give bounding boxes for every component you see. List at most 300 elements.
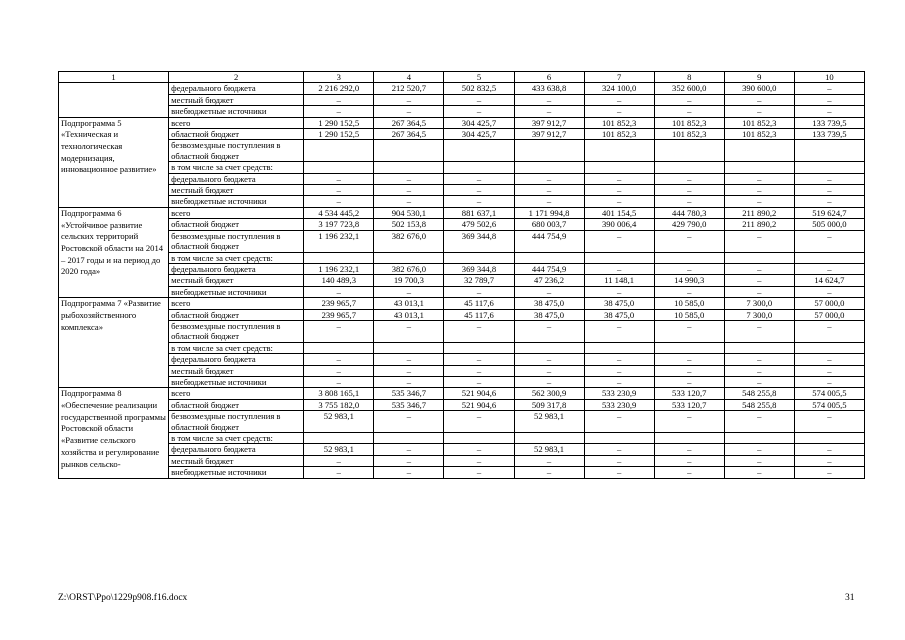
amount-cell: 43 013,1 — [374, 298, 444, 309]
amount-cell: – — [724, 467, 794, 478]
funding-source-label: областной бюджет — [169, 309, 304, 320]
amount-cell: – — [724, 106, 794, 117]
amount-cell: – — [514, 354, 584, 365]
amount-cell: – — [514, 320, 584, 342]
amount-cell: – — [444, 173, 514, 184]
amount-cell: 390 006,4 — [584, 219, 654, 230]
amount-cell: 382 676,0 — [374, 230, 444, 252]
amount-cell: 239 965,7 — [304, 309, 374, 320]
table-row — [59, 219, 865, 230]
amount-cell — [304, 140, 374, 162]
amount-cell: – — [584, 286, 654, 297]
amount-cell: 574 005,5 — [794, 399, 864, 410]
amount-cell: – — [444, 196, 514, 207]
table-row — [59, 342, 865, 353]
amount-cell: – — [374, 286, 444, 297]
amount-cell: – — [584, 467, 654, 478]
amount-cell: 14 990,3 — [654, 275, 724, 286]
amount-cell: 38 475,0 — [514, 309, 584, 320]
amount-cell: 267 364,5 — [374, 117, 444, 128]
amount-cell: – — [654, 106, 724, 117]
funding-source-label: федерального бюджета — [169, 263, 304, 274]
amount-cell — [514, 140, 584, 162]
amount-cell — [584, 433, 654, 444]
amount-cell: 43 013,1 — [374, 309, 444, 320]
amount-cell: – — [724, 354, 794, 365]
table-row — [59, 455, 865, 466]
table-row — [59, 162, 865, 173]
funding-source-label: местный бюджет — [169, 275, 304, 286]
amount-cell: 444 754,9 — [514, 263, 584, 274]
table-row — [59, 129, 865, 140]
column-number: 8 — [654, 72, 724, 83]
amount-cell — [724, 433, 794, 444]
table-row — [59, 117, 865, 128]
amount-cell: – — [304, 320, 374, 342]
amount-cell: – — [304, 185, 374, 196]
funding-source-label: местный бюджет — [169, 455, 304, 466]
table-row — [59, 106, 865, 117]
amount-cell: – — [304, 354, 374, 365]
amount-cell: 369 344,8 — [444, 263, 514, 274]
column-number: 2 — [169, 72, 304, 83]
amount-cell: 133 739,5 — [794, 117, 864, 128]
amount-cell: 45 117,6 — [444, 298, 514, 309]
table-row — [59, 185, 865, 196]
amount-cell — [794, 342, 864, 353]
amount-cell: – — [724, 376, 794, 387]
amount-cell: 519 624,7 — [794, 207, 864, 218]
column-number: 6 — [514, 72, 584, 83]
subprogram-title: Подпрограмма 7 «Развитие рыбохозяйственного комплекса» — [59, 298, 169, 388]
amount-cell: – — [444, 320, 514, 342]
table-row — [59, 388, 865, 399]
column-number-row — [59, 72, 865, 83]
amount-cell: 32 789,7 — [444, 275, 514, 286]
amount-cell — [514, 433, 584, 444]
amount-cell: 1 196 232,1 — [304, 263, 374, 274]
column-number: 7 — [584, 72, 654, 83]
amount-cell: – — [374, 354, 444, 365]
amount-cell: 57 000,0 — [794, 298, 864, 309]
funding-source-label: безвозмездные поступления в областной бюджет — [169, 230, 304, 252]
amount-cell: – — [724, 444, 794, 455]
amount-cell: – — [584, 230, 654, 252]
amount-cell: 502 153,8 — [374, 219, 444, 230]
table-row — [59, 444, 865, 455]
amount-cell: – — [514, 376, 584, 387]
table-row — [59, 376, 865, 387]
amount-cell: – — [374, 455, 444, 466]
amount-cell: – — [794, 230, 864, 252]
amount-cell: – — [724, 263, 794, 274]
amount-cell: – — [654, 263, 724, 274]
funding-source-label: в том числе за счет средств: — [169, 252, 304, 263]
funding-source-label: областной бюджет — [169, 219, 304, 230]
amount-cell: 52 983,1 — [304, 411, 374, 433]
amount-cell: – — [794, 411, 864, 433]
funding-source-label: местный бюджет — [169, 185, 304, 196]
amount-cell: – — [374, 411, 444, 433]
amount-cell: 101 852,3 — [654, 129, 724, 140]
amount-cell: – — [444, 354, 514, 365]
amount-cell: – — [514, 106, 584, 117]
amount-cell: 444 780,3 — [654, 207, 724, 218]
amount-cell: – — [304, 106, 374, 117]
amount-cell: 101 852,3 — [584, 117, 654, 128]
funding-source-label: федерального бюджета — [169, 173, 304, 184]
amount-cell: 535 346,7 — [374, 388, 444, 399]
amount-cell — [374, 140, 444, 162]
amount-cell — [654, 433, 724, 444]
amount-cell: – — [584, 185, 654, 196]
amount-cell — [444, 342, 514, 353]
amount-cell — [374, 252, 444, 263]
amount-cell: – — [724, 455, 794, 466]
amount-cell: – — [374, 106, 444, 117]
amount-cell: – — [444, 106, 514, 117]
table-row — [59, 411, 865, 433]
amount-cell: – — [514, 196, 584, 207]
funding-source-label: внебюджетные источники — [169, 376, 304, 387]
amount-cell: – — [654, 365, 724, 376]
amount-cell: 10 585,0 — [654, 298, 724, 309]
amount-cell: – — [654, 173, 724, 184]
amount-cell — [304, 342, 374, 353]
amount-cell: – — [654, 354, 724, 365]
amount-cell: 533 120,7 — [654, 399, 724, 410]
amount-cell: 52 983,1 — [304, 444, 374, 455]
amount-cell — [584, 140, 654, 162]
amount-cell: – — [584, 376, 654, 387]
amount-cell: – — [794, 320, 864, 342]
column-number: 10 — [794, 72, 864, 83]
amount-cell: – — [724, 196, 794, 207]
amount-cell: – — [444, 365, 514, 376]
amount-cell: – — [374, 320, 444, 342]
column-number: 9 — [724, 72, 794, 83]
amount-cell: 369 344,8 — [444, 230, 514, 252]
amount-cell: 548 255,8 — [724, 388, 794, 399]
funding-source-label: всего — [169, 388, 304, 399]
amount-cell: – — [514, 185, 584, 196]
amount-cell: 397 912,7 — [514, 117, 584, 128]
funding-source-label: внебюджетные источники — [169, 106, 304, 117]
amount-cell: 533 230,9 — [584, 388, 654, 399]
table-row — [59, 309, 865, 320]
amount-cell: 7 300,0 — [724, 298, 794, 309]
amount-cell: 47 236,2 — [514, 275, 584, 286]
amount-cell: – — [654, 376, 724, 387]
amount-cell: 521 904,6 — [444, 399, 514, 410]
amount-cell: 239 965,7 — [304, 298, 374, 309]
amount-cell: – — [374, 196, 444, 207]
amount-cell: – — [444, 286, 514, 297]
amount-cell: 3 755 182,0 — [304, 399, 374, 410]
amount-cell — [444, 162, 514, 173]
amount-cell: 101 852,3 — [584, 129, 654, 140]
funding-source-label: всего — [169, 117, 304, 128]
amount-cell: 509 317,8 — [514, 399, 584, 410]
amount-cell — [794, 252, 864, 263]
amount-cell — [724, 162, 794, 173]
amount-cell: – — [514, 173, 584, 184]
amount-cell — [654, 162, 724, 173]
funding-source-label: внебюджетные источники — [169, 196, 304, 207]
table-row — [59, 196, 865, 207]
amount-cell — [304, 162, 374, 173]
amount-cell: – — [724, 230, 794, 252]
amount-cell: 2 216 292,0 — [304, 83, 374, 94]
amount-cell: – — [584, 455, 654, 466]
funding-source-label: внебюджетные источники — [169, 286, 304, 297]
amount-cell: – — [584, 411, 654, 433]
amount-cell — [444, 433, 514, 444]
amount-cell: 211 890,2 — [724, 219, 794, 230]
amount-cell: 101 852,3 — [724, 129, 794, 140]
amount-cell: 352 600,0 — [654, 83, 724, 94]
amount-cell: – — [654, 320, 724, 342]
amount-cell: – — [724, 173, 794, 184]
column-number: 5 — [444, 72, 514, 83]
amount-cell: 1 290 152,5 — [304, 117, 374, 128]
amount-cell: 19 700,3 — [374, 275, 444, 286]
amount-cell — [374, 433, 444, 444]
amount-cell — [794, 433, 864, 444]
table-row — [59, 140, 865, 162]
amount-cell: 1 171 994,8 — [514, 207, 584, 218]
amount-cell: – — [654, 94, 724, 105]
amount-cell: 535 346,7 — [374, 399, 444, 410]
amount-cell: – — [304, 455, 374, 466]
amount-cell — [724, 252, 794, 263]
funding-source-label: всего — [169, 207, 304, 218]
amount-cell — [514, 342, 584, 353]
amount-cell: 505 000,0 — [794, 219, 864, 230]
amount-cell: 533 230,9 — [584, 399, 654, 410]
amount-cell — [514, 252, 584, 263]
funding-source-label: внебюджетные источники — [169, 467, 304, 478]
amount-cell: – — [514, 365, 584, 376]
table-row — [59, 433, 865, 444]
table-row — [59, 252, 865, 263]
amount-cell: – — [584, 196, 654, 207]
amount-cell: 3 808 165,1 — [304, 388, 374, 399]
amount-cell: 304 425,7 — [444, 117, 514, 128]
amount-cell — [654, 140, 724, 162]
file-path: Z:\ORST\Ppo\1229p908.f16.docx — [58, 593, 188, 603]
amount-cell: 11 148,1 — [584, 275, 654, 286]
amount-cell: 680 003,7 — [514, 219, 584, 230]
table-row — [59, 263, 865, 274]
amount-cell: 211 890,2 — [724, 207, 794, 218]
amount-cell: – — [514, 94, 584, 105]
funding-source-label: областной бюджет — [169, 129, 304, 140]
amount-cell: 324 100,0 — [584, 83, 654, 94]
funding-source-label: безвозмездные поступления в областной бюджет — [169, 411, 304, 433]
amount-cell — [584, 252, 654, 263]
amount-cell: – — [794, 106, 864, 117]
funding-source-label: федерального бюджета — [169, 83, 304, 94]
amount-cell: 521 904,6 — [444, 388, 514, 399]
funding-source-label: безвозмездные поступления в областной бюджет — [169, 140, 304, 162]
amount-cell: 562 300,9 — [514, 388, 584, 399]
amount-cell: – — [794, 467, 864, 478]
page-number: 31 — [845, 593, 855, 603]
amount-cell — [794, 140, 864, 162]
amount-cell: – — [724, 185, 794, 196]
amount-cell: – — [374, 185, 444, 196]
amount-cell: 904 530,1 — [374, 207, 444, 218]
amount-cell: – — [444, 376, 514, 387]
amount-cell: 397 912,7 — [514, 129, 584, 140]
table-row — [59, 320, 865, 342]
amount-cell: – — [794, 376, 864, 387]
amount-cell: – — [794, 83, 864, 94]
amount-cell: 1 290 152,5 — [304, 129, 374, 140]
amount-cell: – — [374, 94, 444, 105]
amount-cell: – — [374, 467, 444, 478]
amount-cell — [724, 342, 794, 353]
amount-cell: – — [304, 365, 374, 376]
amount-cell: – — [514, 467, 584, 478]
amount-cell: – — [794, 455, 864, 466]
amount-cell: 38 475,0 — [514, 298, 584, 309]
amount-cell: 444 754,9 — [514, 230, 584, 252]
funding-source-label: областной бюджет — [169, 399, 304, 410]
amount-cell: – — [374, 444, 444, 455]
amount-cell: – — [304, 196, 374, 207]
funding-source-label: всего — [169, 298, 304, 309]
table-row — [59, 94, 865, 105]
amount-cell: – — [584, 320, 654, 342]
column-number: 3 — [304, 72, 374, 83]
amount-cell: – — [794, 354, 864, 365]
table-row — [59, 83, 865, 94]
amount-cell: – — [444, 411, 514, 433]
amount-cell: – — [794, 173, 864, 184]
amount-cell — [654, 252, 724, 263]
amount-cell: 390 600,0 — [724, 83, 794, 94]
table-row — [59, 399, 865, 410]
amount-cell: – — [444, 94, 514, 105]
amount-cell: – — [654, 286, 724, 297]
funding-source-label: федерального бюджета — [169, 444, 304, 455]
amount-cell: 14 624,7 — [794, 275, 864, 286]
amount-cell: – — [724, 94, 794, 105]
amount-cell: – — [584, 354, 654, 365]
amount-cell: – — [724, 365, 794, 376]
amount-cell: 52 983,1 — [514, 444, 584, 455]
amount-cell: 1 196 232,1 — [304, 230, 374, 252]
amount-cell: 267 364,5 — [374, 129, 444, 140]
amount-cell — [514, 162, 584, 173]
amount-cell: 881 637,1 — [444, 207, 514, 218]
amount-cell: 38 475,0 — [584, 298, 654, 309]
funding-source-label: федерального бюджета — [169, 354, 304, 365]
amount-cell: – — [794, 444, 864, 455]
funding-source-label: местный бюджет — [169, 94, 304, 105]
amount-cell: – — [654, 444, 724, 455]
amount-cell: – — [584, 263, 654, 274]
amount-cell — [444, 140, 514, 162]
table-row — [59, 173, 865, 184]
amount-cell: – — [794, 286, 864, 297]
amount-cell: – — [444, 444, 514, 455]
table-row — [59, 207, 865, 218]
amount-cell — [584, 162, 654, 173]
amount-cell: – — [374, 365, 444, 376]
amount-cell: 502 832,5 — [444, 83, 514, 94]
amount-cell — [794, 162, 864, 173]
amount-cell: 45 117,6 — [444, 309, 514, 320]
amount-cell: – — [514, 286, 584, 297]
table-row — [59, 230, 865, 252]
amount-cell: 304 425,7 — [444, 129, 514, 140]
amount-cell: – — [794, 365, 864, 376]
column-number: 4 — [374, 72, 444, 83]
amount-cell: – — [374, 376, 444, 387]
amount-cell: – — [584, 106, 654, 117]
funding-source-label: в том числе за счет средств: — [169, 342, 304, 353]
amount-cell: – — [794, 263, 864, 274]
amount-cell: – — [654, 411, 724, 433]
amount-cell: 38 475,0 — [584, 309, 654, 320]
amount-cell: – — [794, 94, 864, 105]
amount-cell — [584, 342, 654, 353]
amount-cell: – — [654, 455, 724, 466]
amount-cell — [654, 342, 724, 353]
amount-cell: – — [724, 411, 794, 433]
amount-cell: – — [654, 196, 724, 207]
amount-cell: 140 489,3 — [304, 275, 374, 286]
amount-cell — [374, 162, 444, 173]
funding-source-label: безвозмездные поступления в областной бюджет — [169, 320, 304, 342]
column-number: 1 — [59, 72, 169, 83]
amount-cell: – — [304, 94, 374, 105]
amount-cell: – — [794, 185, 864, 196]
amount-cell: 101 852,3 — [654, 117, 724, 128]
amount-cell: 212 520,7 — [374, 83, 444, 94]
amount-cell — [304, 433, 374, 444]
amount-cell: – — [514, 455, 584, 466]
amount-cell: 548 255,8 — [724, 399, 794, 410]
program-cell — [59, 83, 169, 117]
funding-source-label: в том числе за счет средств: — [169, 433, 304, 444]
amount-cell: 57 000,0 — [794, 309, 864, 320]
amount-cell: – — [444, 467, 514, 478]
amount-cell — [724, 140, 794, 162]
amount-cell: 574 005,5 — [794, 388, 864, 399]
funding-source-label: местный бюджет — [169, 365, 304, 376]
amount-cell — [304, 252, 374, 263]
amount-cell: 533 120,7 — [654, 388, 724, 399]
table-row — [59, 365, 865, 376]
budget-table — [58, 71, 865, 479]
amount-cell: – — [444, 455, 514, 466]
table-row — [59, 286, 865, 297]
amount-cell: – — [584, 444, 654, 455]
amount-cell: – — [304, 376, 374, 387]
funding-source-label: в том числе за счет средств: — [169, 162, 304, 173]
table-row — [59, 467, 865, 478]
amount-cell: – — [444, 185, 514, 196]
amount-cell: – — [374, 173, 444, 184]
amount-cell: 479 502,6 — [444, 219, 514, 230]
subprogram-title: Подпрограмма 8 «Обеспечение реализации государственной программы Ростовской области «Развитие сельского хозяйства и регулирование рынков сельско- — [59, 388, 169, 478]
amount-cell: – — [724, 275, 794, 286]
subprogram-title: Подпрограмма 5 «Техническая и технологическая модернизация, инновационное развитие» — [59, 117, 169, 207]
